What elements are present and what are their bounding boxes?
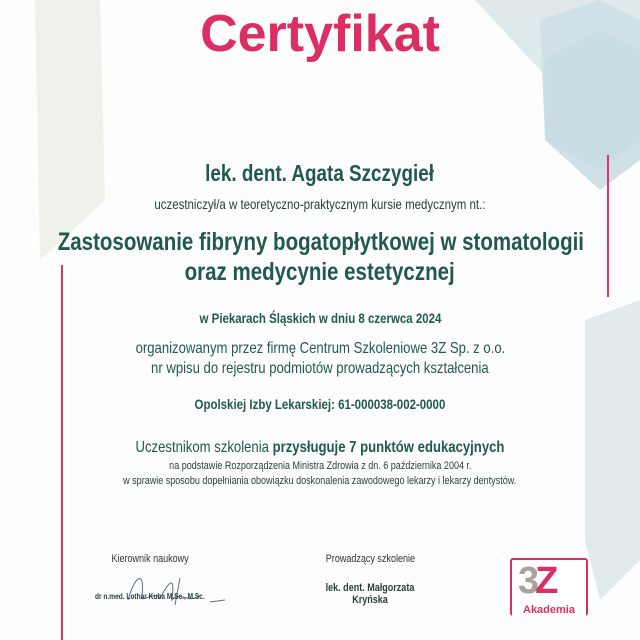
participation-text: uczestniczył/a w teoretyczno-praktycznym kursie medycznym nt.: — [154, 196, 486, 212]
3z-akademia-logo: 3Z Akademia — [510, 558, 588, 616]
organizer-line1: organizowanym przez firmę Centrum Szkoleniowe 3Z Sp. z o.o. — [135, 340, 505, 357]
legal-basis-line2: w sprawie sposobu dopełniania obowiązku doskonalenia zawodowego lekarzy i lekarzy dentystów. — [123, 475, 517, 487]
left-signature-role: Kierownik naukowy — [111, 553, 189, 565]
recipient-name: lek. dent. Agata Szczygieł — [205, 160, 435, 186]
right-signature-name: lek. dent. Małgorzata Kryńska — [325, 582, 415, 606]
left-signature-name: dr n.med. Lothar Kuba M.Sc., M.Sc. — [95, 592, 205, 601]
registry-number: Opolskiej Izby Lekarskiej: 61-000038-002-0000 — [194, 396, 446, 412]
certificate-title: Certyfikat — [200, 5, 440, 63]
course-title-line1: Zastosowanie fibryny bogatopłytkowej w stomatologii — [57, 228, 584, 256]
place-date: w Piekarach Śląskich w dniu 8 czerwca 2024 — [199, 310, 441, 326]
legal-basis-line1: na podstawie Rozporządzenia Ministra Zdrowia z dn. 6 października 2004 r. — [168, 460, 472, 472]
handwritten-signature — [120, 570, 230, 610]
right-signature-role: Prowadzący szkolenie — [325, 553, 415, 565]
organizer-line2: nr wpisu do rejestru podmiotów prowadzących kształcenia — [151, 360, 489, 377]
points-text: Uczestnikom szkolenia przysługuje 7 punktów edukacyjnych — [135, 439, 505, 456]
course-title-line2: oraz medycynie estetycznej — [184, 258, 456, 286]
